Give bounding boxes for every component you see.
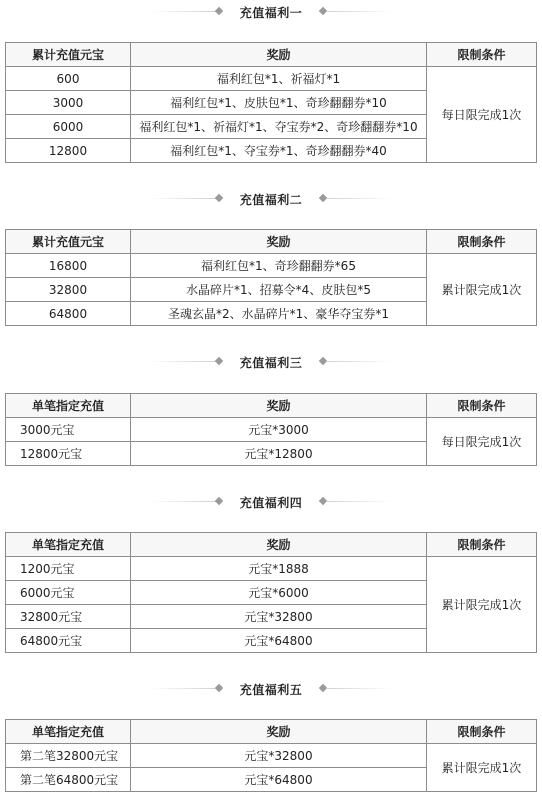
diamond-icon [215,7,223,15]
amount-cell: 32800元宝 [6,605,131,629]
column-header: 累计充值元宝 [6,43,131,67]
reward-cell: 福利红包*1、皮肤包*1、奇珍翻翻券*10 [131,91,427,115]
amount-cell: 6000 [6,115,131,139]
reward-table-4 [5,532,537,653]
section-title-row [0,0,542,24]
section-title-row [0,677,542,701]
column-header: 奖励 [131,533,427,557]
diamond-icon [215,194,223,202]
divider-line [326,198,392,199]
reward-table-1 [5,42,537,163]
column-header: 奖励 [131,230,427,254]
section-2 [0,187,542,211]
section-title: 充值福利四 [239,495,303,510]
amount-cell: 64800 [6,302,131,326]
divider-line [150,688,216,689]
divider-line [150,11,216,12]
table-header-row [6,394,537,418]
amount-cell: 12800 [6,139,131,163]
section-3 [0,350,542,374]
column-header: 限制条件 [427,394,537,418]
diamond-icon [215,357,223,365]
amount-cell: 3000 [6,91,131,115]
section-title: 充值福利一 [239,5,303,20]
column-header: 单笔指定充值 [6,533,131,557]
section-1 [0,0,542,24]
column-header: 奖励 [131,43,427,67]
table-row [6,254,537,278]
reward-cell: 元宝*12800 [131,442,427,466]
reward-cell: 元宝*6000 [131,581,427,605]
reward-table-2 [5,229,537,326]
divider-line [326,361,392,362]
section-title-row [0,490,542,514]
column-header: 累计充值元宝 [6,230,131,254]
table-header-row [6,43,537,67]
amount-cell: 第二笔32800元宝 [6,744,131,768]
amount-cell: 32800 [6,278,131,302]
column-header: 限制条件 [427,720,537,744]
limit-cell: 累计限完成1次 [427,744,537,792]
reward-cell: 福利红包*1、祈福灯*1、夺宝券*2、奇珍翻翻券*10 [131,115,427,139]
amount-cell: 1200元宝 [6,557,131,581]
section-title: 充值福利三 [239,355,303,370]
table-row [6,744,537,768]
reward-cell: 元宝*32800 [131,605,427,629]
column-header: 奖励 [131,720,427,744]
section-4 [0,490,542,514]
section-title-row [0,350,542,374]
divider-line [150,198,216,199]
limit-cell: 每日限完成1次 [427,67,537,163]
table-header-row [6,720,537,744]
reward-table-3 [5,393,537,466]
limit-cell: 每日限完成1次 [427,418,537,466]
section-title: 充值福利二 [239,192,303,207]
column-header: 限制条件 [427,533,537,557]
section-title: 充值福利五 [239,682,303,697]
column-header: 单笔指定充值 [6,394,131,418]
reward-cell: 水晶碎片*1、招募令*4、皮肤包*5 [131,278,427,302]
table-row [6,67,537,91]
amount-cell: 64800元宝 [6,629,131,653]
column-header: 单笔指定充值 [6,720,131,744]
divider-line [150,501,216,502]
reward-cell: 福利红包*1、夺宝券*1、奇珍翻翻券*40 [131,139,427,163]
column-header: 奖励 [131,394,427,418]
limit-cell: 累计限完成1次 [427,254,537,326]
section-title-row [0,187,542,211]
amount-cell: 3000元宝 [6,418,131,442]
reward-cell: 元宝*1888 [131,557,427,581]
table-header-row [6,533,537,557]
amount-cell: 600 [6,67,131,91]
reward-cell: 元宝*3000 [131,418,427,442]
amount-cell: 第二笔64800元宝 [6,768,131,792]
limit-cell: 累计限完成1次 [427,557,537,653]
divider-line [326,501,392,502]
reward-cell: 福利红包*1、祈福灯*1 [131,67,427,91]
amount-cell: 16800 [6,254,131,278]
column-header: 限制条件 [427,43,537,67]
divider-line [326,11,392,12]
table-row [6,557,537,581]
reward-table-5 [5,719,537,792]
diamond-icon [215,684,223,692]
reward-cell: 元宝*64800 [131,768,427,792]
divider-line [326,688,392,689]
reward-cell: 福利红包*1、奇珍翻翻券*65 [131,254,427,278]
amount-cell: 6000元宝 [6,581,131,605]
reward-cell: 元宝*64800 [131,629,427,653]
section-5 [0,677,542,701]
diamond-icon [215,497,223,505]
reward-cell: 圣魂玄晶*2、水晶碎片*1、豪华夺宝券*1 [131,302,427,326]
divider-line [150,361,216,362]
table-row [6,418,537,442]
amount-cell: 12800元宝 [6,442,131,466]
table-header-row [6,230,537,254]
reward-cell: 元宝*32800 [131,744,427,768]
column-header: 限制条件 [427,230,537,254]
